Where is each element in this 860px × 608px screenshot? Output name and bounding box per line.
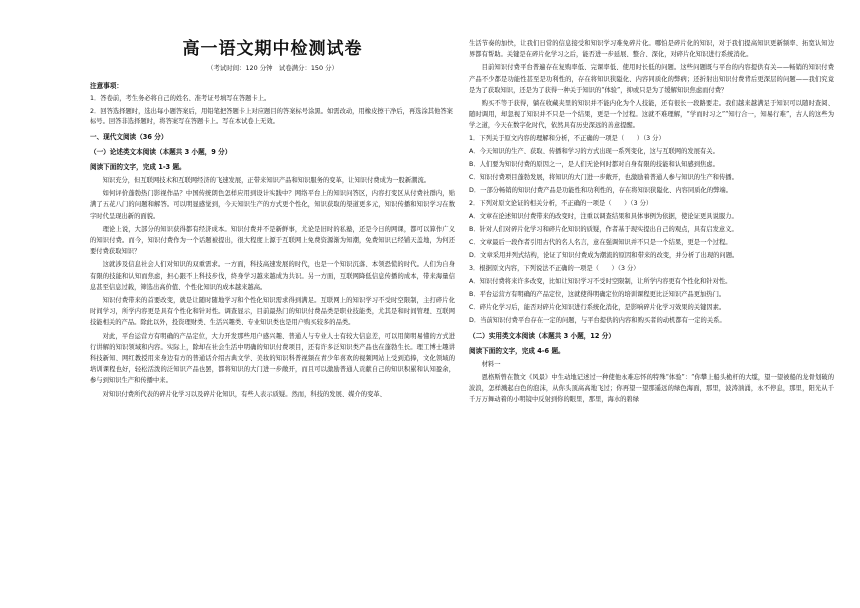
question-stem: 3．根据原文内容，下列说法不正确的一项是（ ）（3 分） [469,264,640,272]
question-option: C．文章最后一段作者引用古代的名人名言，意在强调知识并不只是一个结果，更是一个过程。 [469,238,732,246]
material-label: 材料一 [481,360,501,368]
passage-paragraph: 购买不等于获得，躺在收藏夹里的知识并不能内化为个人技能，还有很长一段路要走。我们越来越满足于知识可以随时查阅、随时调用，却忽视了知识并不只是一个结果，更是一个过程。这就不难理解，“学而时习之”“知行合一，知易行难”，古人的这些为学之道，今天在数字化时代，依然具有历史深远的善意提醒。 [469,100,834,130]
passage-paragraph: 目前知识付费平台普遍存在复购率低、完课率低、使用时长低的问题。这些问题既与平台的内容提供有关——畅销的知识付费产品不少都是功能性甚至是功利性的，存在将知识狭隘化、内容同质化的弊病；还折射出知识付费背后更深层的问题——我们究竟是为了获取知识，还是为了获得一种关于知识的“体验”，抑或只是为了缓解知识焦虑而付费？ [469,64,834,94]
part-heading: （一）论述类文本阅读（本题共 3 小题，9 分） [90,148,232,156]
question-option: D．当前知识付费平台存在一定的问题，与平台提供的内容和购买者的动机都有一定的关系。 [469,316,726,324]
part-heading: （二）实用类文本阅读（本题共 3 小题，12 分） [469,331,615,340]
notice-item: 1．答卷前，考生务必将自己的姓名、准考证号填写在答题卡上。 [90,95,271,102]
question-option: C．碎片化学习后，能否对碎片化知识进行系统化消化，是影响碎片化学习效果的关键因素。 [469,303,726,311]
question-stem: 2．下列对原文论证的相关分析，不正确的一项是（ ）（3 分） [469,199,653,207]
passage-paragraph: 如何评价蓬勃热门影视作品？中国传统朗色怎样应用到设计实践中？网络平台上的知识问答区，内容打变区从付费社群内，贴满了五花八门的问题和解答。可以明显感觉到，今天知识生产的方式更个性化，知识获取的渠道更多元，知识传播和知识学习在数字时代呈现出新的面貌。 [90,190,455,220]
passage-paragraph: 知识付费带来的首要改变，就是让随时随地学习和个性化知识需求得到满足。互联网上的知识学习不受时空限制，主打碎片化时间学习，所学内容更是具有个性化和针对性。调查显示，目前最热门的知识付费品类是职业技能类，尤其是和时间管理、互联网技能相关的产品。除此以外，投资理财类、生活兴趣类、专业知识类也是用户购买较多的品类。 [90,297,455,327]
question-option: A．知识付费将来许多改变，比如让知识学习不受时空限制，让所学内容更有个性化和针对性。 [469,277,732,285]
question-stem: 1．下列关于原文内容的理解和分析，不正确的一项是（ ）（3 分） [469,134,665,142]
question-option: B．针对人们对碎片化学习和碎片化知识的质疑，作者基于现实提出自己的观点，具有启发意义。 [469,225,738,233]
question-option: A．文章在论述知识付费带来的改变时，注重以调查结果和具体事例为依据，使论证更具说服力。 [469,212,738,220]
passage-paragraph: 对此，平台运营方有明确的产品定位，大力开发那些用户感兴趣、普通人与专业人士有较大信息差，可以用简明易懂的方式进行讲解的知识领域和内容。实际上，除却在社会生活中明确的知识付费项目，还有许多泛知识类产品也在蓬勃生长。理工博士趣讲科技新知、网红教授用来身边有方的普通话介绍古典文学、美妆的知识科普视频在青少年喜欢的视频网站上受到追捧，文化领域的培训课程也好，轻松活泼的泛知识产品也罢，都将知识的大门进一步敞开，而且可以激励普通人贡献自己的知识积累和认知盈余，参与到知识生产和传播中来。 [90,332,455,385]
part-instruction: 阅读下面的文字，完成 1-3 题。 [90,163,186,171]
passage-paragraph: 对知识付费所代表的碎片化学习以及碎片化知识，有些人表示质疑。然而，科技的发展、媒介的变革、 [102,390,386,398]
passage-paragraph: 生活节奏的加快，让我们日常的信息接受和知识学习难免碎片化。哪怕是碎片化的知识，对于我们提高知识更新频率、拓宽认知边界都有帮助。关键是在碎片化学习之后，能否进一步延展、整合、深化，对碎片化知识进行系统消化。 [469,40,834,59]
part-instruction: 阅读下面的文字，完成 4-6 题。 [469,346,565,355]
question-option: C．知识付费项目蓬勃发展，将知识的大门进一步敞开，也激励着普通人参与知识的生产和传播。 [469,173,738,181]
question-option: B．人们要为知识付费的原因之一，是人们无论何时都对自身有限的技能和认知感到焦虑。 [469,160,719,168]
exam-info: （考试时间：120 分钟 试卷满分：150 分） [207,64,338,72]
left-column [90,38,455,608]
question-option: B．平台运营方有明确的产品定位，这就使得明确定位的培训课程更比泛知识产品更加热门。 [469,290,726,298]
passage-paragraph: 恩格斯曾在散文《风景》中生动地记述过一种使他永难忘怀的特殊“体验”：“你攀上船头桅杆的大缆，望一望被船的龙骨划破的波浪，怎样溅起白色的泡沫，从你头顶高高地飞过；你再望一望那遥远的绿色海面，那里，波涛汹涌，永不停息，那里，阳光从千千万万舞动着的小明镜中反射到你的眼里，那里，海水的碧绿 [469,373,834,404]
page-title: 高一语文期中检测试卷 [182,39,363,59]
question-option: D．文章采用并列式结构，论证了知识付费成为潮流的原因和带来的改变，并分析了出现的问题。 [469,251,739,259]
passage-paragraph: 知识充分，但互联网技术和互联网经济的飞速发展，正带来知识产品和知识服务的变革，让知识付费成为一股新潮流。 [102,177,431,184]
right-column [469,38,834,608]
question-option: D．一部分畅销的知识付费产品是功能性和功利性的，存在将知识狭隘化、内容同质化的弊端。 [469,186,733,194]
notice-heading: 注意事项： [90,82,123,90]
passage-paragraph: 这就涉及信息社会人们对知识的双重需求。一方面，科技高速发展的时代，也是一个知识沉落、本领恐慌的时代。人们为自身有限的技能和认知而焦虑，担心跟不上科技步伐，終身学习越来越成为共识。另一方面，互联网降低信息传播的成本，带来海量信息甚至信息过载，筛选出高价值、个性化知识的成本越来越高。 [90,261,455,291]
notice-item: 2．回答选择题时，选出每小题答案后，用铅笔把答题卡上对应题目的答案标号涂黑。如需改动，用橡皮擦干净后，再选涂其他答案标号。回答非选择题时，将答案写在答题卡上。写在本试卷上无效。 [90,108,453,125]
section-heading: 一、现代文阅读（36 分） [90,133,168,141]
passage-paragraph: 理论上说，大部分的知识获得都有经济成本。知识付费并不是新鲜事，尤论是旧时的私塾，还是今日的网课，都可以算作广义的知识付费。而今，知识付费作为一个话题被提出，很大程度上源于互联网上免费资源渐为知潮，免费知识已经铺天盖地，为何还要付费获取知识？ [90,225,455,256]
question-option: A．今天知识的生产、获取、传播和学习的方式出现一系列变化，这与互联网的发展有关。 [469,147,719,155]
